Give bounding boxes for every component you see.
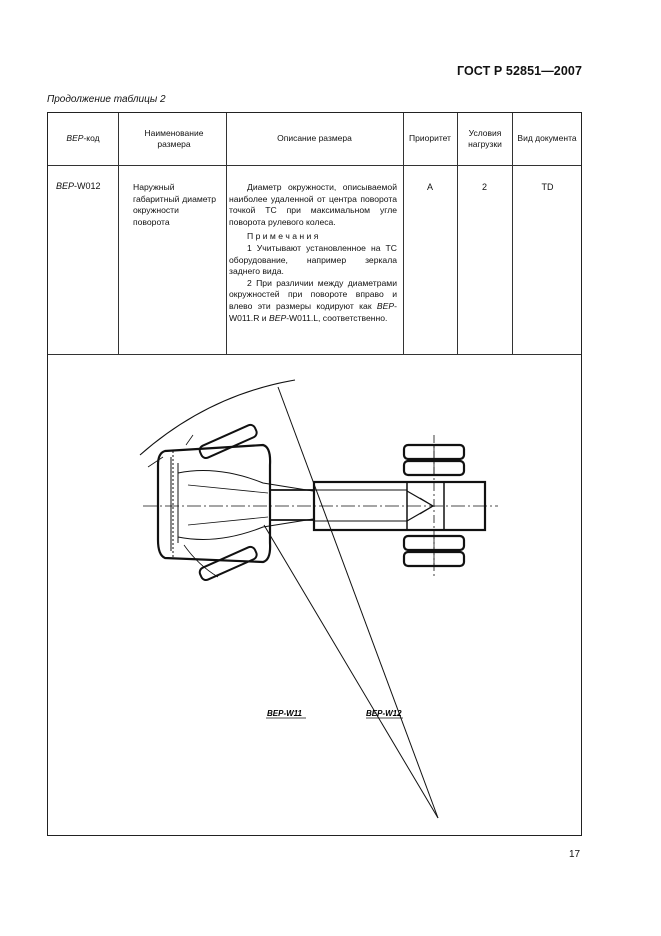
page-number: 17: [569, 849, 581, 860]
row-name: Наружный габаритный диаметр окружности поворота: [133, 182, 216, 227]
column-header-priority: Приоритет: [409, 133, 451, 144]
row-load: 2: [481, 182, 487, 192]
note-2: 2 При различии между диаметрами окружностей при повороте вправо и влево эти размеры кодируют как BEP-W011.R и BEP-W011.L, соответственно.: [229, 277, 397, 323]
column-header-name: Наименование размера: [144, 127, 204, 149]
table-divider: [48, 165, 581, 166]
table-divider: [118, 113, 119, 355]
row-doc-type: TD: [541, 182, 554, 192]
column-header-doc-type: Вид документа: [517, 133, 577, 144]
column-header-description: Описание размера: [277, 133, 352, 144]
table-divider: [457, 113, 458, 355]
document-standard-number: ГОСТ Р 52851—2007: [456, 64, 582, 78]
note-1: 1 Учитывают установленное на ТС оборудование, например зеркала заднего вида.: [229, 242, 397, 277]
table: [47, 112, 582, 836]
row-priority: A: [426, 182, 433, 192]
label-w12: BEP-W12: [366, 709, 402, 718]
turning-diameter-diagram: [48, 355, 583, 835]
row-code: BEP-W012: [56, 181, 101, 191]
notes-title: П р и м е ч а н и я: [247, 231, 319, 242]
table-caption: Продолжение таблицы 2: [47, 94, 166, 105]
column-header-code: BEP-код: [66, 133, 100, 144]
label-w11: BEP-W11: [267, 709, 302, 718]
column-header-load: Условия нагрузки: [468, 127, 502, 149]
row-description: Диаметр окружности, описываемой наиболее удаленной от центра поворота точкой ТС при максимальном угле поворота рулевого колеса. П р и м е ч а н и я 1 Учитывают установленное на ТС оборудование, например зеркала заднего вида. 2 При различии между диаметрами окружностей при повороте вправо и влево эти размеры кодируют как BEP-W011.R и BEP-W011.L, соответственно.: [229, 182, 397, 323]
table-divider: [512, 113, 513, 355]
